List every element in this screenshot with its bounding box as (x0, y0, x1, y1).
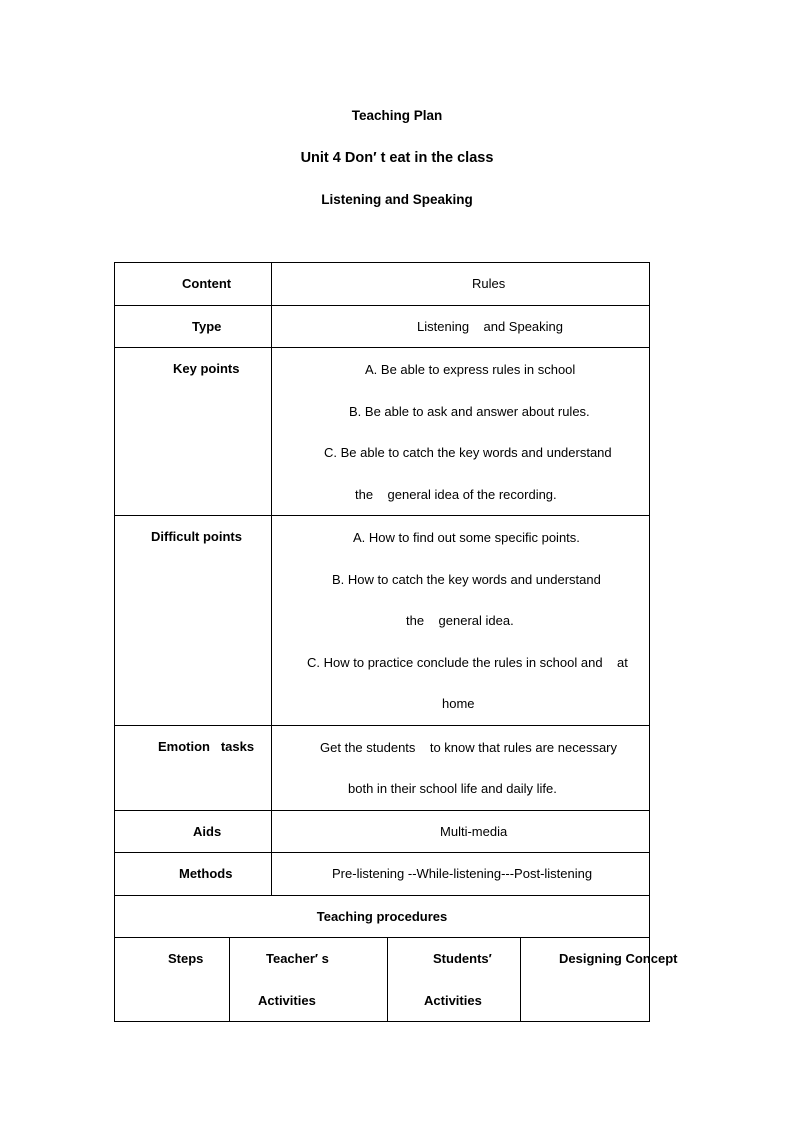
type-label: Type (192, 318, 222, 334)
label-cell (115, 263, 272, 306)
teaching-plan-table (114, 262, 678, 1022)
methods-label: Methods (179, 866, 233, 881)
key-point-b: B. Be able to ask and answer about rules. (349, 403, 590, 419)
difficult-point-b-cont: the general idea. (406, 613, 514, 628)
lesson-subtitle: Listening and Speaking (321, 192, 473, 207)
teacher-header-line-1: Teacher′ s (266, 951, 329, 966)
value-cell (272, 810, 650, 853)
row-key-points (115, 348, 650, 516)
concept-header: Designing Concept (559, 951, 678, 966)
label-cell (115, 725, 272, 810)
value-cell (272, 348, 650, 516)
steps-header-cell (115, 938, 230, 1022)
row-procedures-header (115, 938, 650, 1022)
row-aids (115, 810, 650, 853)
difficult-points-label: Difficult points (151, 529, 242, 544)
students-header-cell (388, 938, 521, 1022)
label-cell (115, 305, 272, 348)
emotion-task-line-2: both in their school life and daily life. (348, 781, 557, 796)
emotion-tasks-label: Emotion tasks (158, 738, 255, 754)
type-value: Listening and Speaking (417, 318, 564, 334)
key-points-label: Key points (173, 361, 240, 376)
label-cell (115, 810, 272, 853)
teacher-header-line-2: Activities (258, 992, 316, 1008)
key-point-c-cont: the general idea of the recording. (355, 486, 557, 502)
value-cell (272, 516, 650, 726)
label-cell (115, 348, 272, 516)
difficult-point-a: A. How to find out some specific points. (353, 530, 580, 545)
value-cell (272, 725, 650, 810)
key-point-a: A. Be able to express rules in school (365, 362, 576, 377)
row-content (115, 263, 650, 306)
aids-label: Aids (193, 823, 222, 839)
content-label: Content (182, 276, 232, 291)
methods-value: Pre-listening --While-listening---Post-listening (332, 866, 593, 881)
procedures-title: Teaching procedures (316, 908, 448, 924)
difficult-point-c: C. How to practice conclude the rules in school and at (307, 654, 628, 670)
row-type (115, 305, 650, 348)
difficult-point-b: B. How to catch the key words and understand (332, 571, 601, 587)
key-point-c: C. Be able to catch the key words and understand (324, 445, 612, 460)
value-cell (272, 853, 650, 896)
teacher-header-cell (230, 938, 388, 1022)
unit-title: Unit 4 Don′ t eat in the class (300, 150, 494, 166)
concept-header-cell (521, 938, 678, 1022)
row-emotion-tasks (115, 725, 650, 810)
value-cell (272, 305, 650, 348)
students-header-line-2: Activities (424, 992, 482, 1008)
steps-header: Steps (168, 951, 204, 966)
difficult-point-c-cont: home (442, 696, 475, 711)
document-title: Teaching Plan (351, 108, 443, 123)
row-difficult-points (115, 516, 650, 726)
row-procedures-title (115, 895, 650, 938)
emotion-task-line-1: Get the students to know that rules are necessary (320, 739, 618, 755)
content-value: Rules (472, 276, 506, 291)
value-cell (272, 263, 650, 306)
aids-value: Multi-media (440, 823, 508, 839)
students-header-line-1: Students′ (433, 951, 492, 966)
procedures-title-cell (115, 895, 650, 938)
row-methods (115, 853, 650, 896)
label-cell (115, 853, 272, 896)
label-cell (115, 516, 272, 726)
